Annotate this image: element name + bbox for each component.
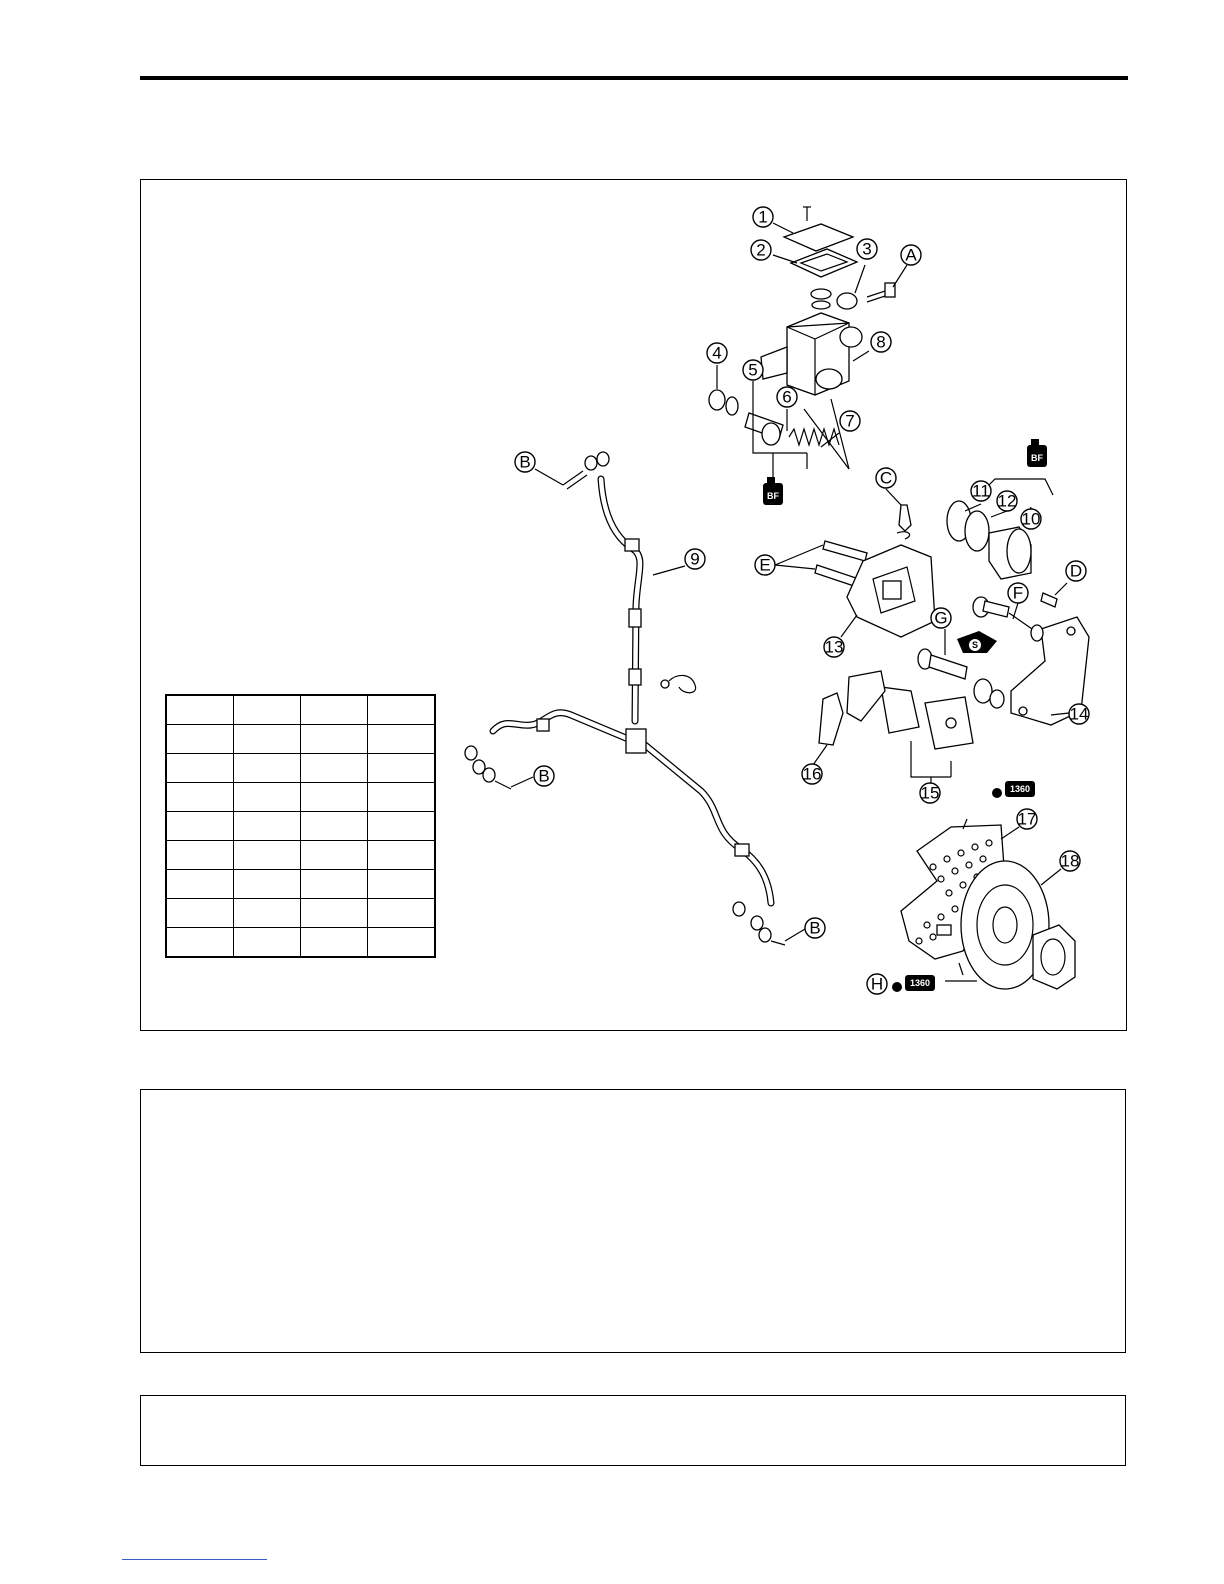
callout-1 [753, 207, 773, 227]
svg-text:18: 18 [1060, 851, 1080, 871]
svg-text:9: 9 [690, 549, 700, 569]
callout-C [876, 468, 896, 488]
callout-B [515, 452, 535, 472]
svg-text:S: S [971, 640, 979, 650]
callout-12 [997, 491, 1017, 511]
svg-text:10: 10 [1021, 509, 1041, 529]
callout-5 [743, 360, 763, 380]
notes-box [140, 1089, 1126, 1353]
callout-9 [685, 549, 705, 569]
svg-text:G: G [934, 608, 948, 628]
threadlock-icon [992, 781, 1035, 798]
brake-exploded-diagram [141, 180, 1126, 1030]
callout-15 [920, 783, 940, 803]
svg-text:B: B [538, 766, 550, 786]
header-rule [140, 76, 1128, 80]
caution-box [140, 1395, 1126, 1466]
silicone-grease-icon [957, 631, 997, 653]
callout-8 [871, 332, 891, 352]
callout-16 [802, 764, 822, 784]
callout-B [534, 766, 554, 786]
callout-18 [1060, 851, 1080, 871]
svg-text:1360: 1360 [909, 978, 931, 988]
threadlock-icon [892, 975, 935, 992]
callout-3 [857, 239, 877, 259]
brake-fluid-icon [1027, 439, 1047, 467]
callout-17 [1017, 809, 1037, 829]
svg-text:3: 3 [862, 239, 872, 259]
callout-E [755, 555, 775, 575]
svg-text:12: 12 [997, 491, 1017, 511]
callout-4 [707, 343, 727, 363]
svg-text:17: 17 [1017, 809, 1037, 829]
callout-7 [840, 411, 860, 431]
svg-text:1360: 1360 [1009, 784, 1031, 794]
callout-H [867, 974, 887, 994]
svg-text:F: F [1012, 583, 1024, 603]
callout-2 [751, 240, 771, 260]
svg-text:5: 5 [748, 360, 758, 380]
callout-B [805, 918, 825, 938]
callout-A [901, 245, 921, 265]
caliper-assembly [141, 180, 1089, 777]
exploded-view-frame [140, 179, 1127, 1031]
svg-text:A: A [905, 245, 917, 265]
svg-text:B: B [519, 452, 531, 472]
svg-text:C: C [879, 468, 893, 488]
callout-F [1008, 583, 1028, 603]
callout-G [931, 608, 951, 628]
svg-text:7: 7 [845, 411, 855, 431]
callout-6 [777, 387, 797, 407]
brake-fluid-icon [763, 477, 783, 505]
svg-text:16: 16 [802, 764, 822, 784]
svg-text:2: 2 [756, 240, 766, 260]
svg-text:E: E [759, 555, 771, 575]
svg-text:B: B [809, 918, 821, 938]
svg-text:H: H [870, 974, 884, 994]
callout-13 [824, 637, 844, 657]
callout-14 [1069, 704, 1089, 724]
callout-D [1066, 561, 1086, 581]
svg-text:13: 13 [824, 637, 844, 657]
svg-text:BF: BF [1031, 453, 1043, 463]
disc-assembly [901, 819, 1075, 989]
svg-text:11: 11 [972, 481, 990, 501]
svg-text:15: 15 [920, 783, 940, 803]
svg-text:1: 1 [758, 207, 768, 227]
svg-text:8: 8 [876, 332, 886, 352]
svg-text:BF: BF [767, 491, 779, 501]
svg-text:6: 6 [782, 387, 792, 407]
callout-10 [1021, 509, 1041, 529]
svg-text:D: D [1069, 561, 1083, 581]
svg-text:4: 4 [712, 343, 722, 363]
callout-11 [971, 481, 991, 501]
brake-hose-assembly [465, 452, 785, 945]
footer-link-underline[interactable] [122, 1559, 267, 1560]
svg-text:14: 14 [1069, 704, 1089, 724]
